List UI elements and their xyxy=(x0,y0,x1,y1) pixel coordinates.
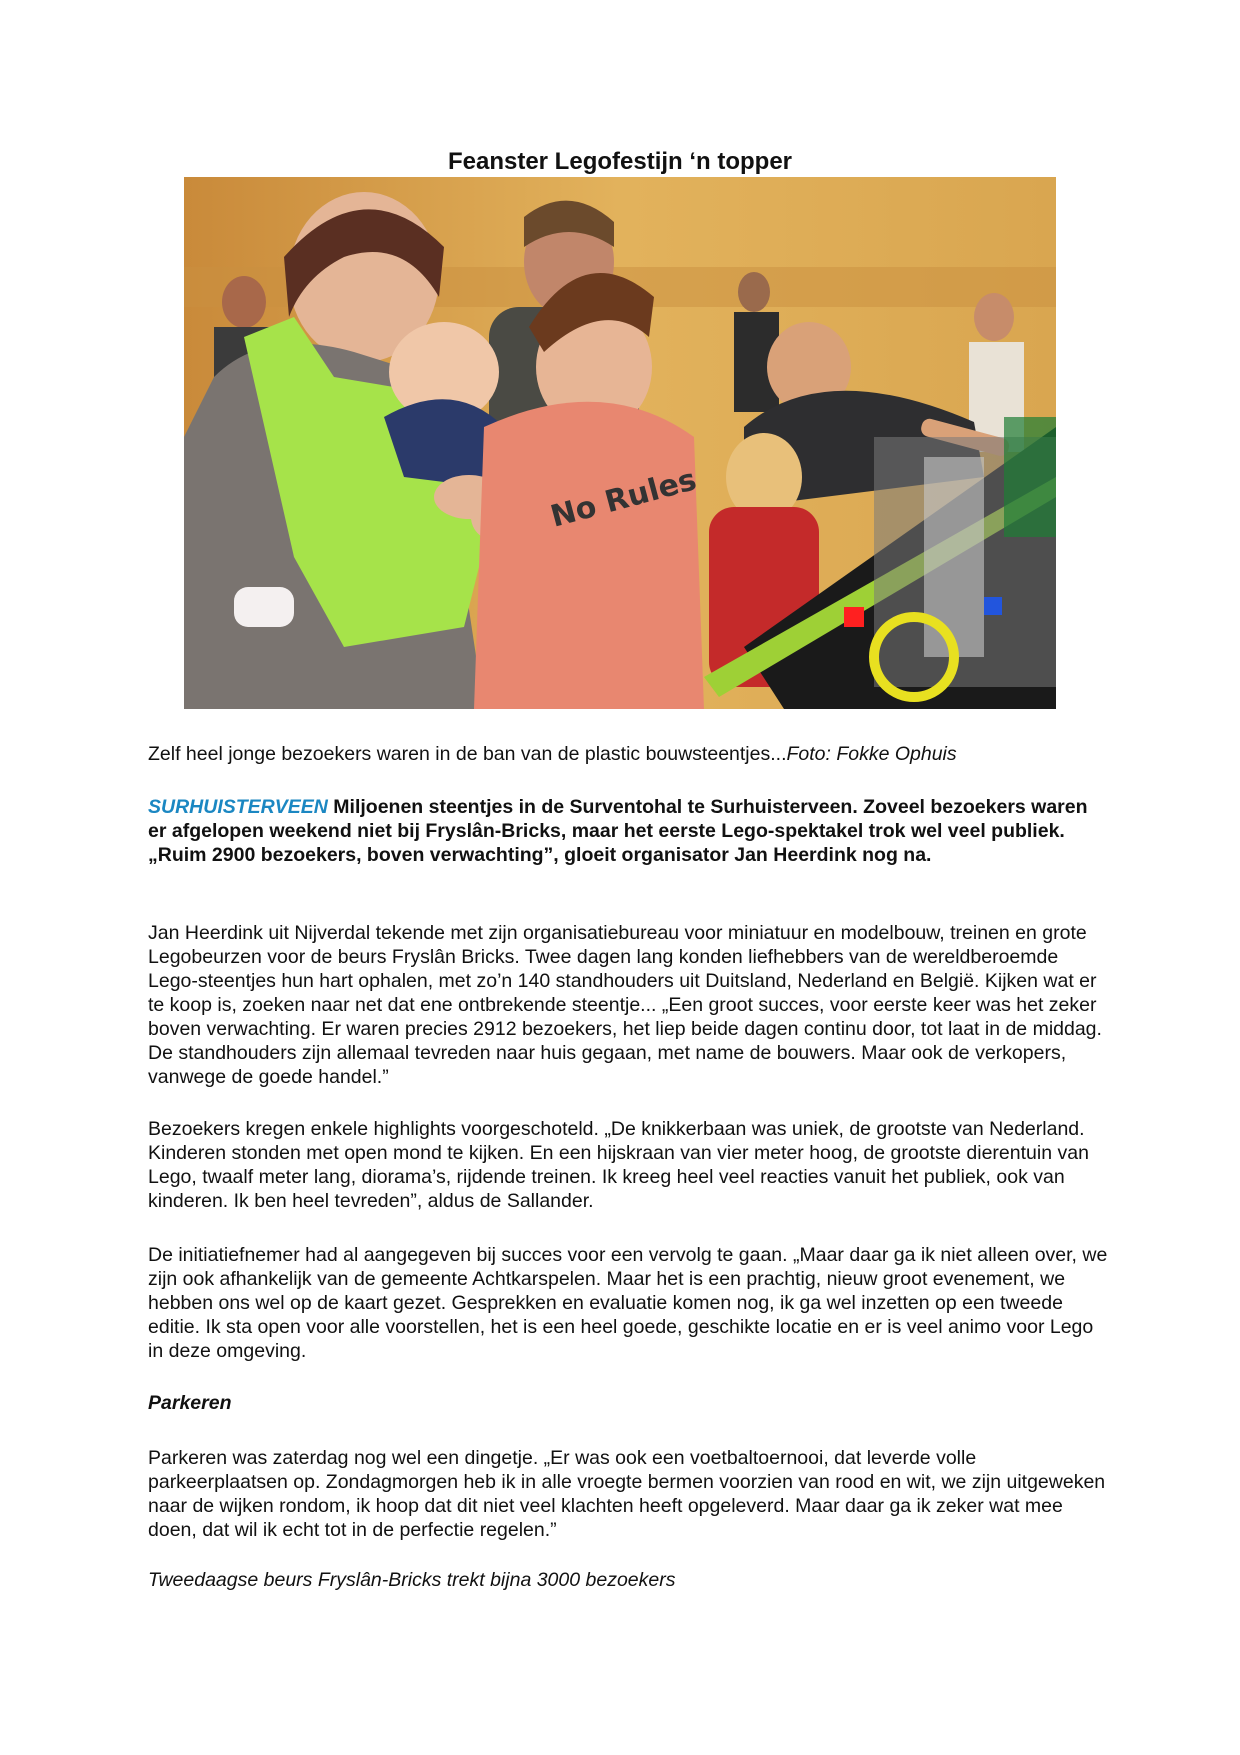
lead-text: Miljoenen steentjes in de Surventohal te Surhuisterveen. Zoveel bezoekers waren er afgelopen weekend niet bij Fryslân-Bricks, maar het eerste Lego-spektakel trok wel veel publiek. „Ruim 2900 bezoekers, boven verwachting”, gloeit organisator Jan Heerdink nog na. xyxy=(148,796,1088,866)
body-paragraph: Jan Heerdink uit Nijverdal tekende met zijn organisatiebureau voor miniatuur en modelbouw, treinen en grote Legobeurzen voor de beurs Fryslân Bricks. Twee dagen lang konden liefhebbers van de wereldberoemde Lego-steentjes hun hart ophalen, met zo’n 140 standhouders uit Duitsland, Nederland en België. Kijken wat er te koop is, zoeken naar net dat ene ontbrekende steentje... „Een groot succes, voor eerste keer was het zeker boven verwachting. Er waren precies 2912 bezoekers, het liep beide dagen continu door, tot laat in de middag. De standhouders zijn allemaal tevreden naar huis gegaan, met name de bouwers. Maar ook de verkopers, vanwege de goede handel.” xyxy=(148,922,1102,1088)
article-photo xyxy=(184,177,1056,709)
lead-paragraph xyxy=(148,795,1108,867)
subheading: Parkeren xyxy=(148,1392,232,1414)
lego-fair-photo xyxy=(184,177,1056,709)
photo-caption xyxy=(148,742,1108,766)
caption-text: Zelf heel jonge bezoekers waren in de ban van de plastic bouwsteentjes... xyxy=(148,743,787,765)
shirt-print: No Rules xyxy=(547,462,701,535)
closing-line: Tweedaagse beurs Fryslân-Bricks trekt bijna 3000 bezoekers xyxy=(148,1569,676,1591)
dateline: SURHUISTERVEEN xyxy=(148,796,328,818)
parking-paragraph: Parkeren was zaterdag nog wel een dingetje. „Er was ook een voetbaltoernooi, dat leverde volle parkeerplaatsen op. Zondagmorgen heb ik in alle vroegte bermen voorzien van rood en wit, we zijn uitgeweken naar de wijken rondom, ik hoop dat dit niet veel klachten heeft opgeleverd. Maar daar ga ik zeker wat mee doen, dat wil ik echt tot in de perfectie regelen.” xyxy=(148,1447,1106,1541)
body-paragraph: Bezoekers kregen enkele highlights voorgeschoteld. „De knikkerbaan was uniek, de grootste van Nederland. Kinderen stonden met open mond te kijken. En een hijskraan van vier meter hoog, de grootste dierentuin van Lego, twaalf meter lang, diorama’s, rijdende treinen. Ik kreeg heel veel reacties vanuit het publiek, ook van kinderen. Ik ben heel tevreden”, aldus de Sallander. xyxy=(148,1118,1089,1212)
article-title: Feanster Legofestijn ‘n topper xyxy=(447,148,793,175)
body-paragraph: De initiatiefnemer had al aangegeven bij succes voor een vervolg te gaan. „Maar daar ga ik niet alleen over, we zijn ook afhankelijk van de gemeente Achtkarspelen. Maar het is een prachtig, nieuw groot evenement, we hebben ons wel op de kaart gezet. Gesprekken en evaluatie komen nog, ik ga wel inzetten op een tweede editie. Ik sta open voor alle voorstellen, het is een heel goede, geschikte locatie en er is veel animo voor Lego in deze omgeving. xyxy=(148,1244,1108,1362)
photo-credit: Foto: Fokke Ophuis xyxy=(786,743,957,765)
